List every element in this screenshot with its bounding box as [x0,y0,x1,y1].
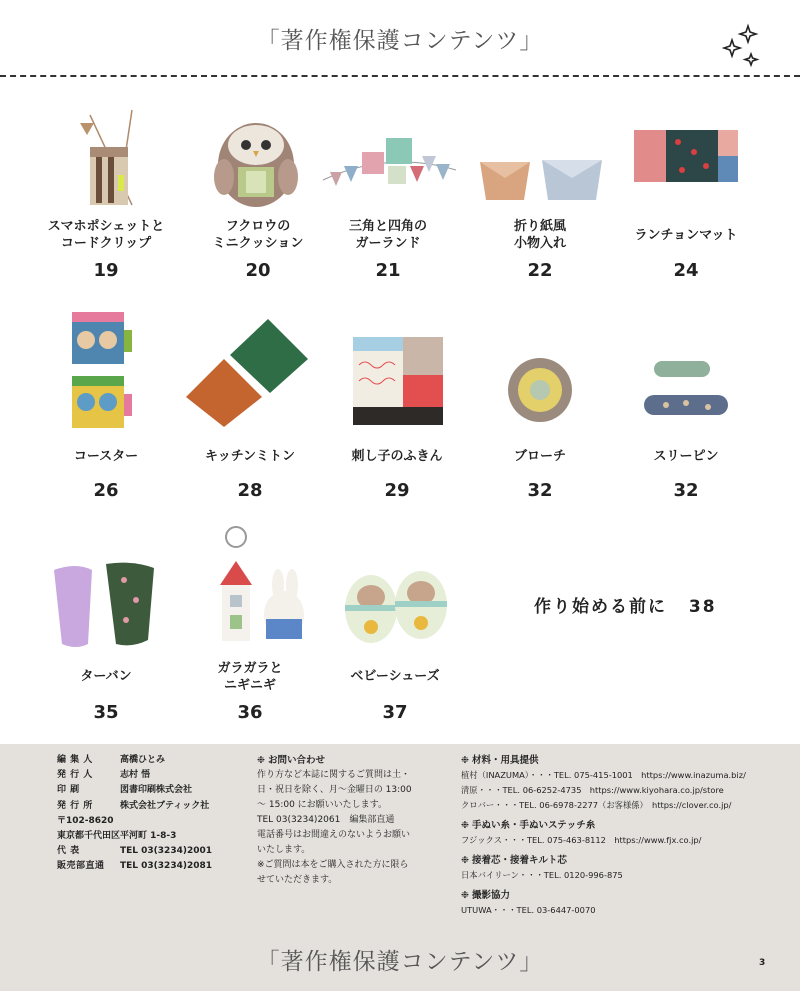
item-page: 24 [673,260,699,281]
credit-value: 株式会社ブティック社 [120,800,210,811]
kitchen-mitten-image [180,315,320,430]
inquiry-line: せていただきます。 [257,875,338,885]
supplier-heading [461,818,796,833]
flower-icon: ❉ [257,755,265,766]
item-page: 22 [527,260,553,281]
supplier-title: 撮影協力 [471,890,510,901]
supplier-title: 手ぬい糸・手ぬいステッチ糸 [471,820,596,831]
supplier-group [461,753,796,813]
inquiry-block [257,753,427,888]
preparation-page: 38 [688,597,717,617]
owl-cushion-image [188,115,328,210]
inquiry-title: お問い合わせ [267,755,325,766]
inquiry-line: ※ご質問は本をご購入された方に限ら [257,860,409,870]
credits-block [57,753,212,875]
inquiry-line: いたします。 [257,845,311,855]
address: 東京都千代田区平河町 1-8-3 [57,831,177,842]
item-label: 三角と四角の ガーランド [348,219,427,251]
credit-value: TEL 03(3234)2001 [120,846,213,857]
lunch-mat-image [616,130,756,185]
supplier-group [461,853,796,883]
credit-value: TEL 03(3234)2081 [120,861,213,872]
inquiry-line: 電話番号はお間違えのないようお願い [257,830,411,840]
supplier-line: フジックス・・・TEL. 075-463-8112 https://www.fjx.co.jp/ [461,835,702,845]
item-label: フクロウの ミニクッション [212,219,304,251]
item-label: スマホポシェットと コードクリップ [47,219,165,251]
supplier-title: 接着芯・接着キルト芯 [471,855,567,866]
credit-value: 図書印刷株式会社 [120,785,193,796]
brooch-image [470,355,610,430]
item-page: 35 [93,702,119,723]
item-page: 32 [527,480,553,501]
postal-code: 〒102-8620 [57,815,114,826]
supplier-line: クロバー・・・TEL. 06-6978-2277（お客様係） https://clover.co.jp/ [461,800,732,810]
origami-box-image [470,150,610,210]
item-label: 折り紙風 小物入れ [513,219,566,251]
inquiry-heading [257,753,427,768]
watermark-top: 「著作権保護コンテンツ」 [256,28,544,54]
item-page: 26 [93,480,119,501]
item-page: 20 [245,260,271,281]
credit-key: 印 刷 [57,785,80,796]
supplier-heading [461,888,796,903]
item-label: ベビーシューズ [350,669,440,684]
supplier-title: 材料・用具提供 [471,755,539,766]
item-label: ターバン [80,669,132,684]
item-page: 21 [375,260,401,281]
page-number: 3 [759,958,766,968]
rattle-image [180,525,320,645]
credit-key: 編 集 人 [57,755,93,765]
credit-key: 発 行 所 [57,800,93,811]
flower-icon: ❉ [461,890,469,901]
supplier-line: 植村（INAZUMA）・・・TEL. 075-415-1001 https://www.inazuma.biz/ [461,770,746,780]
inquiry-line: ～ 15:00 にお願いいたします。 [257,800,387,810]
pochette-image [36,105,176,210]
item-page: 29 [384,480,410,501]
supplier-line: 清原・・・TEL. 06-6252-4735 https://www.kiyohara.co.jp/store [461,785,724,795]
coaster-image [36,310,176,428]
header-divider [0,75,800,77]
item-label: 刺し子のふきん [351,449,443,464]
inquiry-line: TEL 03(3234)2061 編集部直通 [257,815,395,825]
item-label: ブローチ [513,449,566,464]
item-page: 19 [93,260,119,281]
supplier-group [461,818,796,848]
inquiry-line: 作り方など本誌に関するご質問は土・ [257,770,411,780]
flower-icon: ❉ [461,820,469,831]
item-label: コースター [73,449,139,464]
sleepy-pin-image [616,355,756,425]
flower-icon: ❉ [461,755,469,766]
flower-icon: ❉ [461,855,469,866]
garland-image [318,130,458,200]
credit-value: 志村 悟 [120,770,151,781]
baby-shoes-image [325,567,465,647]
supplier-group [461,888,796,918]
watermark-bottom: 「著作権保護コンテンツ」 [256,949,544,975]
item-label: キッチンミトン [204,449,296,464]
supplier-block [461,753,796,923]
preparation-label: 作り始める前に [534,597,667,617]
supplier-line: UTUWA・・・TEL. 03-6447-0070 [461,905,596,915]
item-page: 32 [673,480,699,501]
preparation-entry[interactable] [534,592,717,617]
credit-value: 高橋ひとみ [120,755,166,765]
credit-key: 販売部直通 [57,861,105,872]
supplier-heading [461,853,796,868]
item-page: 28 [237,480,263,501]
item-page: 37 [382,702,408,723]
item-label: スリーピン [653,449,719,464]
sashiko-cloth-image [327,335,467,430]
supplier-line: 日本バイリーン・・・TEL. 0120-996-875 [461,870,623,880]
item-page: 36 [237,702,263,723]
supplier-heading [461,753,796,768]
inquiry-line: 日・祝日を除く、月～金曜日の 13:00 [257,785,412,795]
item-label: ガラガラと ニギニギ [217,661,283,693]
turban-image [36,560,176,655]
item-label: ランチョンマット [634,228,738,243]
credit-key: 代 表 [57,846,80,857]
sparkle-icon [722,22,762,72]
credit-key: 発 行 人 [57,770,93,781]
